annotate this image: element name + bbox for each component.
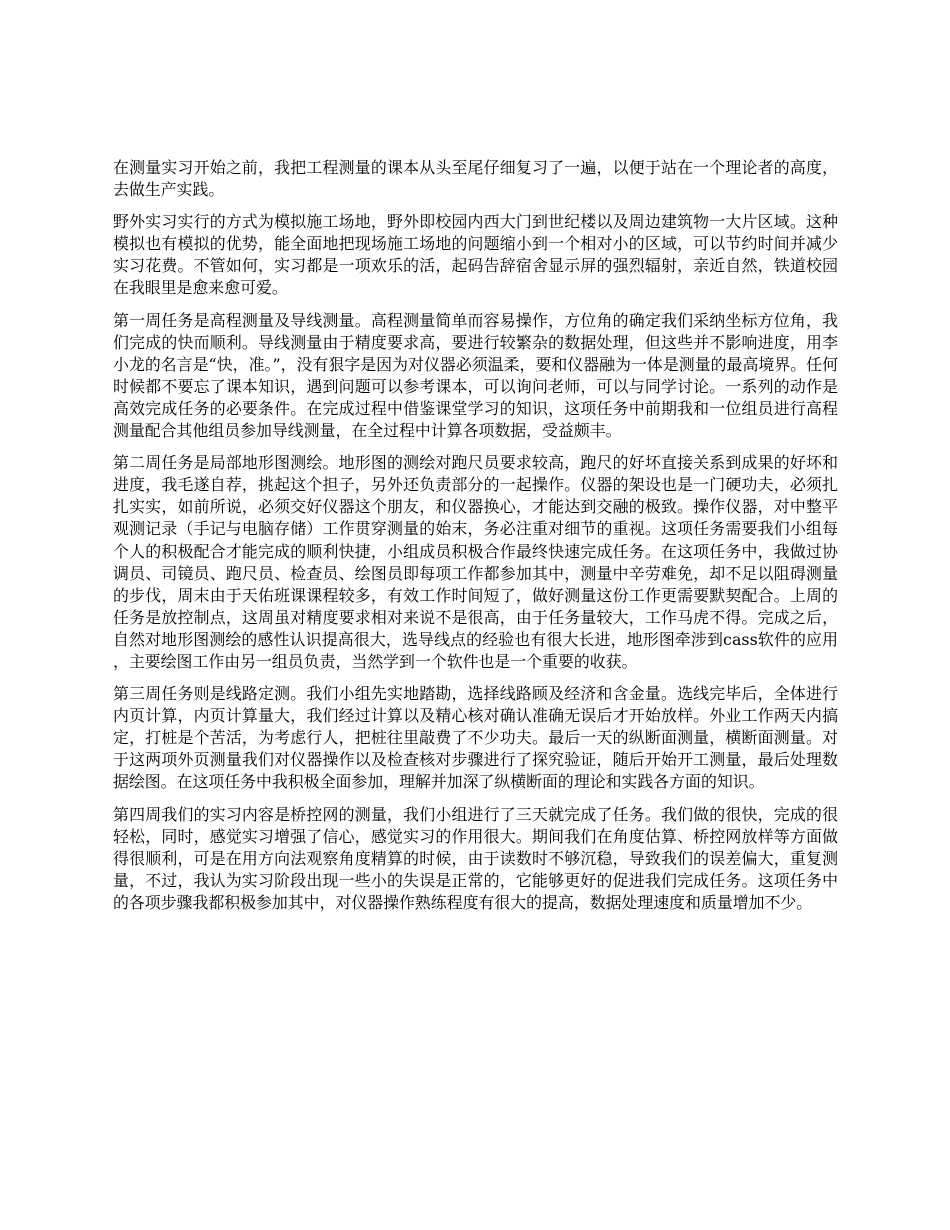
- paragraph-week-four: 第四周我们的实习内容是桥控网的测量，我们小组进行了三天就完成了任务。我们做的很快，完成的很轻松，同时，感觉实习增强了信心，感觉实习的作用很大。期间我们在角度估算、桥控网放样等方面做得很顺利，可是在用方向法观察角度精算的时候，由于读数时不够沉稳，导致我们的误差偏大，重复测量，不过，我认为实习阶段出现一些小的失误是正常的，它能够更好的促进我们完成任务。这项任务中的各项步骤我都积极参加其中，对仪器操作熟练程度有很大的提高，数据处理速度和质量增加不少。: [113, 804, 838, 912]
- paragraph-week-two: 第二周任务是局部地形图测绘。地形图的测绘对跑尺员要求较高，跑尺的好坏直接关系到成果的好坏和进度，我毛遂自荐，挑起这个担子，另外还负责部分的一起操作。仪器的架设也是一门硬功夫，必须扎扎实实，如前所说，必须交好仪器这个朋友，和仪器换心，才能达到交融的极致。操作仪器，对中整平观测记录（手记与电脑存储）工作贯穿测量的始末，务必注重对细节的重视。这项任务需要我们小组每个人的积极配合才能完成的顺利快捷，小组成员积极合作最终快速完成任务。在这项任务中，我做过协调员、司镜员、跑尺员、检查员、绘图员即每项工作都参加其中，测量中辛劳难免，却不足以阻碍测量的步伐，周末由于天佑班课课程较多，有效工作时间短了，做好测量这份工作更需要默契配合。上周的任务是放控制点，这周虽对精度要求相对来说不是很高，由于任务量较大，工作马虎不得。完成之后，自然对地形图测绘的感性认识提高很大，选导线点的经验也有很大长进，地形图牵涉到cass软件的应用，主要绘图工作由另一组员负责，当然学到一个软件也是一个重要的收获。: [113, 453, 838, 671]
- document-body: [113, 157, 838, 924]
- paragraph-field-site: 野外实习实行的方式为模拟施工场地，野外即校园内西大门到世纪楼以及周边建筑物一大片区域。这种模拟也有模拟的优势，能全面地把现场施工场地的问题缩小到一个相对小的区域，可以节约时间并减少实习花费。不管如何，实习都是一项欢乐的活，起码告辞宿舍显示屏的强烈辐射，亲近自然，铁道校园在我眼里是愈来愈可爱。: [113, 212, 838, 298]
- paragraph-week-one: 第一周任务是高程测量及导线测量。高程测量简单而容易操作，方位角的确定我们采纳坐标方位角，我们完成的快而顺利。导线测量由于精度要求高，要进行较繁杂的数据处理，但这些并不影响进度，用李小龙的名言是“快，准。”，没有狠字是因为对仪器必须温柔，要和仪器融为一体是测量的最高境界。任何时候都不要忘了课本知识，遇到问题可以参考课本，可以询问老师，可以与同学讨论。一系列的动作是高效完成任务的必要条件。在完成过程中借鉴课堂学习的知识，这项任务中前期我和一位组员进行高程测量配合其他组员参加导线测量，在全过程中计算各项数据，受益颇丰。: [113, 310, 838, 441]
- paragraph-week-three: 第三周任务则是线路定测。我们小组先实地踏勘，选择线路顾及经济和含金量。选线完毕后，全体进行内页计算，内页计算量大，我们经过计算以及精心核对确认准确无误后才开始放样。外业工作两天内搞定，打桩是个苦活，为考虑行人，把桩往里敲费了不少功夫。最后一天的纵断面测量，横断面测量。对于这两项外页测量我们对仪器操作以及检查核对步骤进行了探究验证，随后开始开工测量，最后处理数据绘图。在这项任务中我积极全面参加，理解并加深了纵横断面的理论和实践各方面的知识。: [113, 684, 838, 792]
- paragraph-intro: 在测量实习开始之前，我把工程测量的课本从头至尾仔细复习了一遍，以便于站在一个理论者的高度，去做生产实践。: [113, 158, 838, 200]
